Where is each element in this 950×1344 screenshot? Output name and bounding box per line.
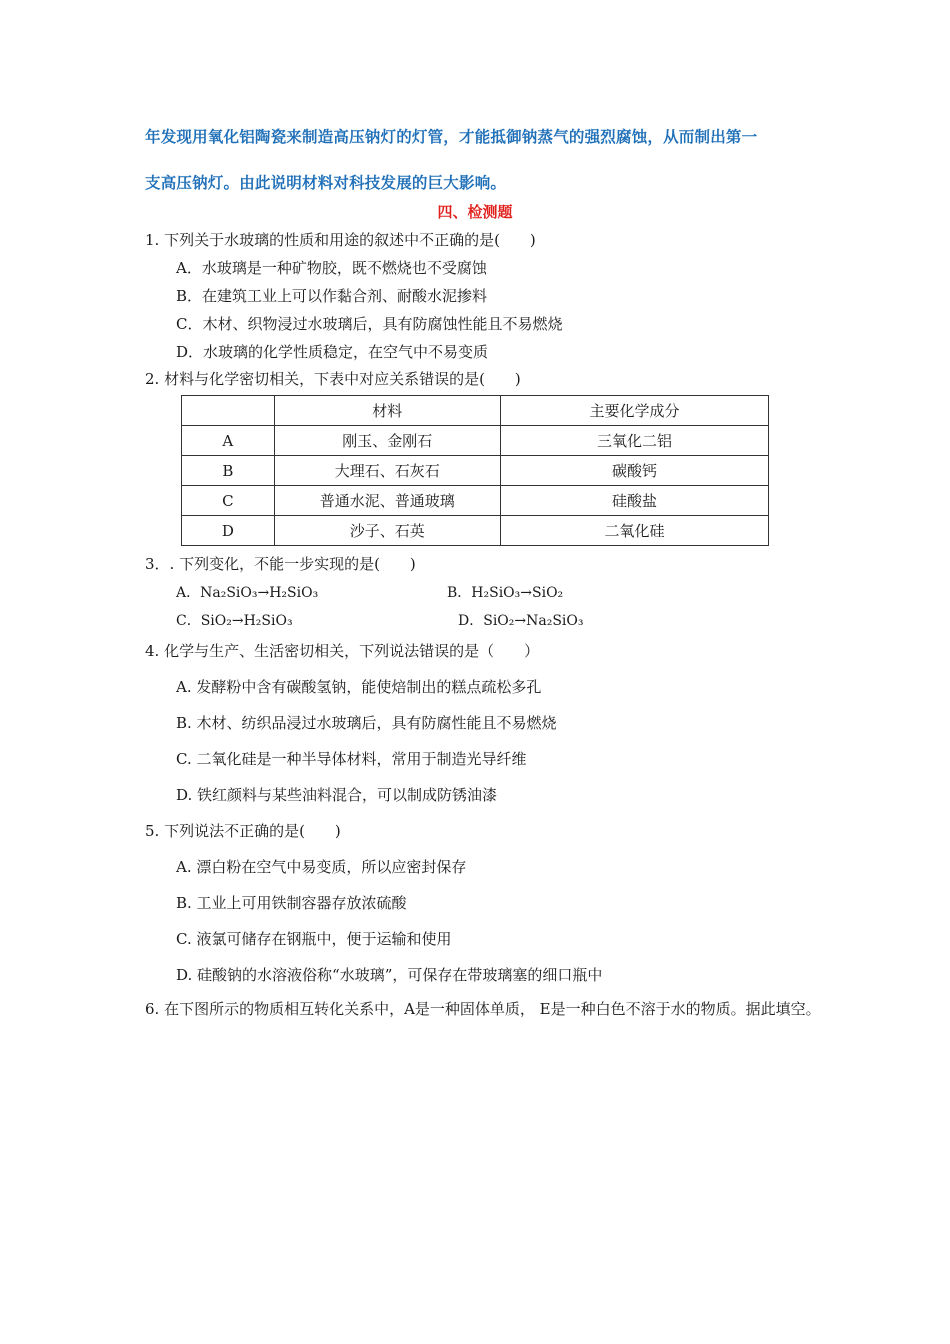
table-header-cell — [182, 396, 275, 426]
table-cell: C — [182, 486, 275, 516]
table-header-row — [182, 396, 769, 426]
question-4-stem: 4. 化学与生产、生活密切相关，下列说法错误的是（ ） — [145, 642, 540, 660]
table-cell: 刚玉、金刚石 — [274, 426, 500, 456]
table-cell: 三氧化二铝 — [500, 426, 768, 456]
question-3-option-b: B．H₂SiO₃→SiO₂ — [447, 585, 564, 601]
materials-table — [181, 395, 769, 546]
question-6-stem: 6. 在下图所示的物质相互转化关系中，A是一种固体单质， E是一种白色不溶于水的物质。据此填空。 — [145, 1000, 821, 1018]
table-header-cell: 材料 — [274, 396, 500, 426]
question-3-option-d: D．SiO₂→Na₂SiO₃ — [458, 613, 584, 629]
table-cell: 硅酸盐 — [500, 486, 768, 516]
question-2-stem: 2. 材料与化学密切相关，下表中对应关系错误的是( ) — [145, 370, 521, 388]
question-4-option-b: B. 木材、纺织品浸过水玻璃后，具有防腐性能且不易燃烧 — [176, 714, 557, 732]
intro-text-line-1: 年发现用氧化铝陶瓷来制造高压钠灯的灯管，才能抵御钠蒸气的强烈腐蚀，从而制出第一 — [145, 128, 758, 146]
question-3-option-c: C．SiO₂→H₂SiO₃ — [176, 613, 293, 629]
question-1-option-b: B．在建筑工业上可以作黏合剂、耐酸水泥掺料 — [176, 287, 488, 305]
table-cell: 碳酸钙 — [500, 456, 768, 486]
table-header-cell: 主要化学成分 — [500, 396, 768, 426]
question-4-option-c: C. 二氧化硅是一种半导体材料，常用于制造光导纤维 — [176, 750, 527, 768]
question-1-option-d: D．水玻璃的化学性质稳定，在空气中不易变质 — [176, 343, 489, 361]
table-cell: 二氧化硅 — [500, 516, 768, 546]
question-1-stem: 1. 下列关于水玻璃的性质和用途的叙述中不正确的是( ) — [145, 231, 536, 249]
question-1-option-a: A．水玻璃是一种矿物胶，既不燃烧也不受腐蚀 — [176, 259, 487, 277]
table-row — [182, 486, 769, 516]
question-5-option-c: C. 液氯可储存在钢瓶中，便于运输和使用 — [176, 930, 452, 948]
table-cell: A — [182, 426, 275, 456]
table-row — [182, 456, 769, 486]
table-row — [182, 426, 769, 456]
question-1-option-c: C．木材、织物浸过水玻璃后，具有防腐蚀性能且不易燃烧 — [176, 315, 563, 333]
question-4-option-d: D. 铁红颜料与某些油料混合，可以制成防锈油漆 — [176, 786, 498, 804]
question-5-stem: 5. 下列说法不正确的是( ) — [145, 822, 341, 840]
section-title: 四、检测题 — [437, 203, 513, 221]
question-5-option-b: B. 工业上可用铁制容器存放浓硫酸 — [176, 894, 407, 912]
table-cell: D — [182, 516, 275, 546]
intro-text-line-2: 支高压钠灯。由此说明材料对科技发展的巨大影响。 — [145, 174, 507, 192]
question-3-stem: 3．. 下列变化，不能一步实现的是( ) — [145, 555, 416, 573]
table-cell: 大理石、石灰石 — [274, 456, 500, 486]
table-row — [182, 516, 769, 546]
table-cell: B — [182, 456, 275, 486]
table-cell: 普通水泥、普通玻璃 — [274, 486, 500, 516]
question-5-option-d: D. 硅酸钠的水溶液俗称“水玻璃”，可保存在带玻璃塞的细口瓶中 — [176, 966, 603, 984]
question-3-option-a: A．Na₂SiO₃→H₂SiO₃ — [176, 585, 319, 601]
table-cell: 沙子、石英 — [274, 516, 500, 546]
question-5-option-a: A. 漂白粉在空气中易变质，所以应密封保存 — [176, 858, 467, 876]
question-4-option-a: A. 发酵粉中含有碳酸氢钠，能使焙制出的糕点疏松多孔 — [176, 678, 542, 696]
